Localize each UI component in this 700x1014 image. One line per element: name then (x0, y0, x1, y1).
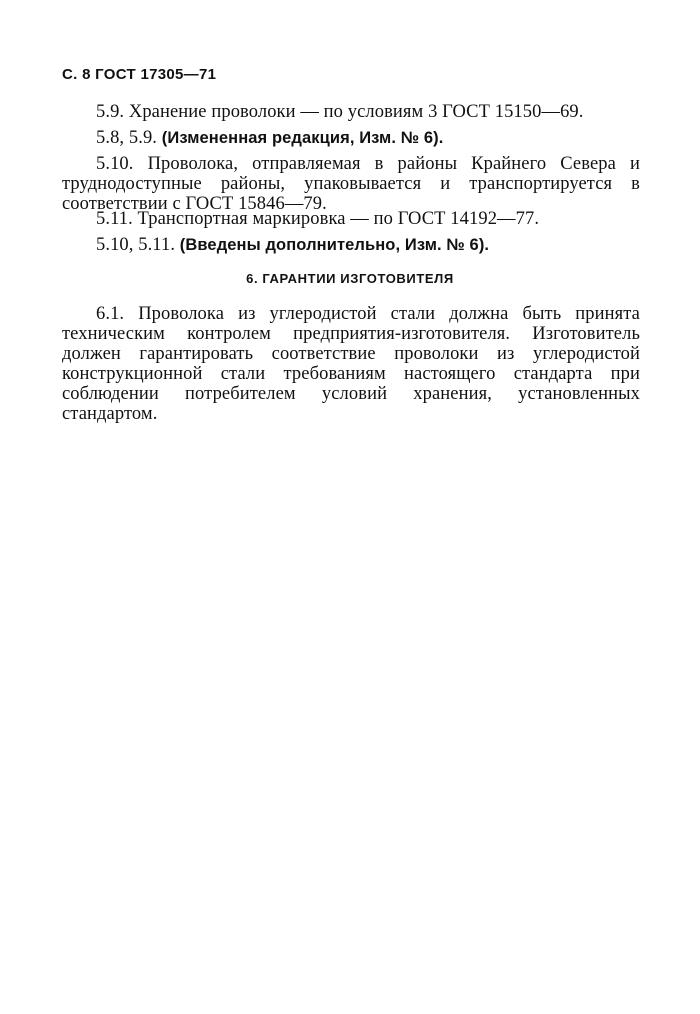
paragraph-5-11-text: 5.11. Транспортная маркировка — по ГОСТ 14192—77. (96, 209, 540, 229)
paragraph-6-1-text: 6.1. Проволока из углеродистой стали должна быть принята техническим контролем предприятия-изготовителя. Изготовитель должен гарантировать соответствие проволоки из углеродистой конструкционной стали требованиям настоящего стандарта при соблюдении потребителем условий хранения, установленных стандартом. (62, 304, 640, 424)
paragraph-6-1 (62, 304, 640, 424)
amendment-note: (Введены дополнительно, Изм. № 6). (179, 236, 490, 254)
paragraph-5-10-5-11-amendment (62, 235, 640, 255)
paragraph-5-11 (62, 209, 640, 229)
paragraph-5-9 (62, 102, 640, 122)
amendment-ref: 5.8, 5.9. (96, 128, 158, 148)
paragraph-5-10-text: 5.10. Проволока, отправляемая в районы Крайнего Севера и труднодоступные районы, упаковывается и транспортируется в соответствии с ГОСТ 15846—79. (62, 154, 640, 214)
paragraph-5-9-text: 5.9. Хранение проволоки — по условиям 3 ГОСТ 15150—69. (96, 102, 584, 122)
section-title: 6. ГАРАНТИИ ИЗГОТОВИТЕЛЯ (246, 271, 454, 286)
amendment-note: (Измененная редакция, Изм. № 6). (161, 129, 444, 147)
paragraph-5-8-5-9-amendment (62, 128, 640, 148)
paragraph-5-10 (62, 154, 640, 214)
running-head: С. 8 ГОСТ 17305—71 (62, 66, 217, 83)
amendment-ref: 5.10, 5.11. (96, 235, 176, 255)
